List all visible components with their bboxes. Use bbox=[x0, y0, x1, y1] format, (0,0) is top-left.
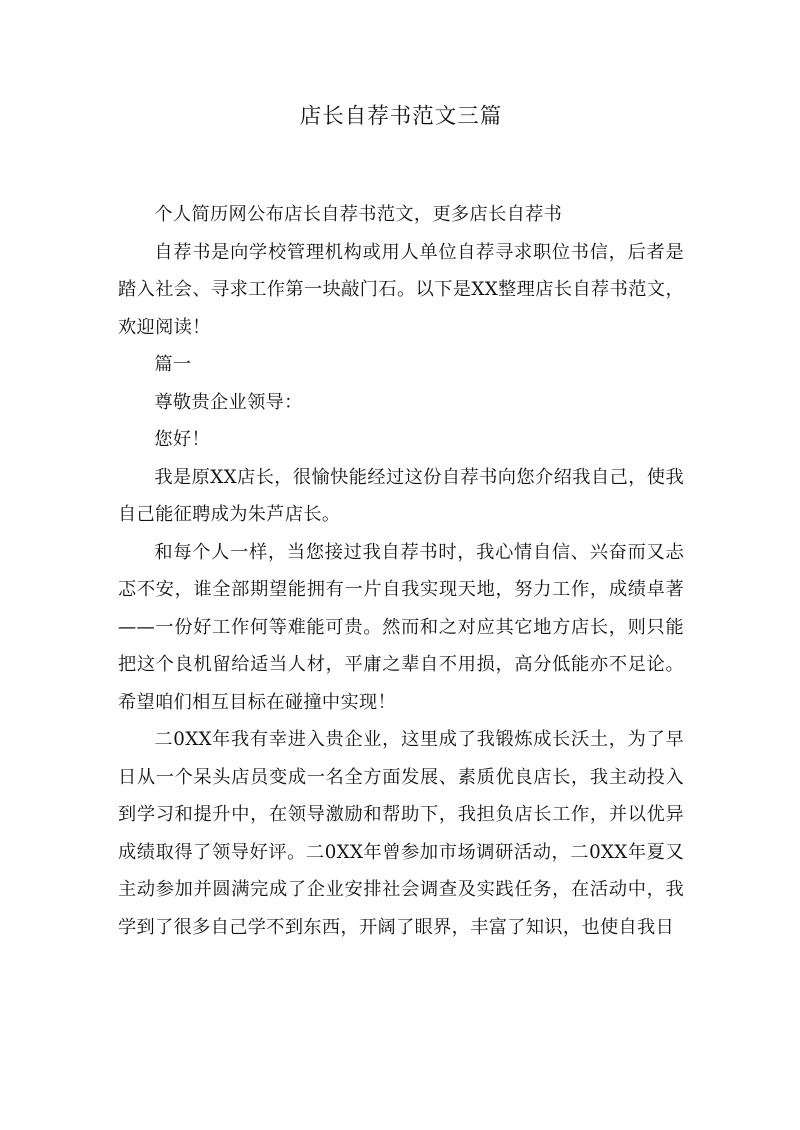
document-body bbox=[118, 96, 684, 946]
body-paragraph: 二0XX年我有幸进入贵企业，这里成了我锻炼成长沃土，为了早日从一个呆头店员变成一名全方面发展、素质优良店长，我主动投入到学习和提升中，在领导激励和帮助下，我担负店长工作，并以优异成绩取得了领导好评。二0XX年曾参加市场调研活动，二0XX年夏又主动参加并圆满完成了企业安排社会调查及实践任务，在活动中，我学到了很多自己学不到东西，开阔了眼界，丰富了知识，也使自我日 bbox=[118, 729, 684, 938]
salutation: 尊敬贵企业领导： bbox=[154, 391, 303, 413]
document-title: 店长自荐书范文三篇 bbox=[299, 104, 503, 129]
body-paragraph: 我是原XX店长，很愉快能经过这份自荐书向您介绍我自己，使我自己能征聘成为朱芦店长。 bbox=[118, 466, 684, 525]
greeting: 您好！ bbox=[154, 429, 211, 450]
description-paragraph: 自荐书是向学校管理机构或用人单位自荐寻求职位书信，后者是踏入社会、寻求工作第一块敲门石。以下是XX整理店长自荐书范文，欢迎阅读！ bbox=[118, 241, 684, 338]
body-paragraph: 和每个人一样，当您接过我自荐书时，我心情自信、兴奋而又忐忑不安，谁全部期望能拥有一片自我实现天地，努力工作，成绩卓著——一份好工作何等难能可贵。然而和之对应其它地方店长，则只能把这个良机留给适当人材，平庸之辈自不用损，高分低能亦不足论。希望咱们相互目标在碰撞中实现！ bbox=[118, 541, 684, 713]
section-heading: 篇一 bbox=[154, 354, 192, 375]
document-content bbox=[118, 196, 684, 946]
intro-paragraph: 个人简历网公布店长自荐书范文，更多店长自荐书 bbox=[154, 204, 563, 225]
